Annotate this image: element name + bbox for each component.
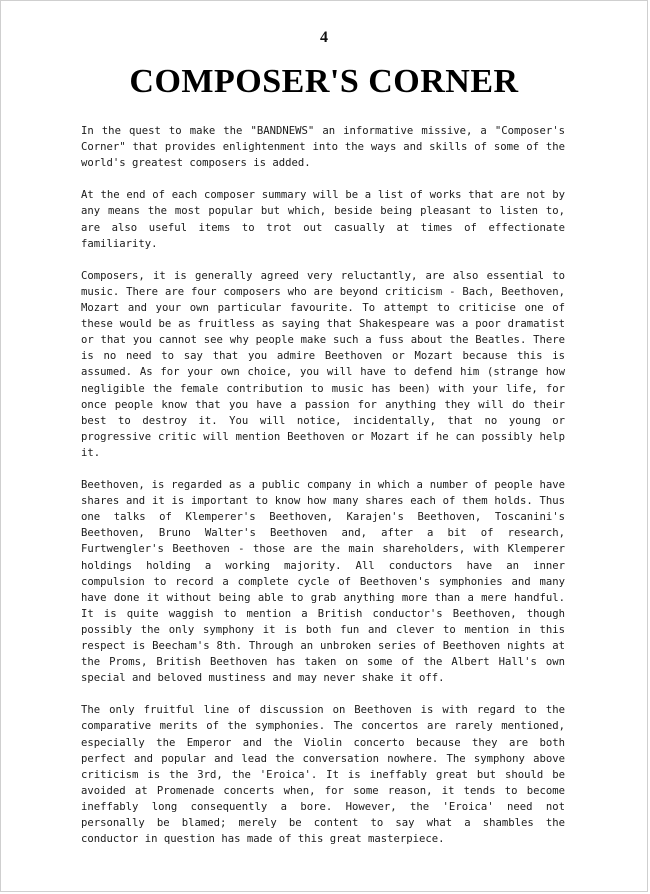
paragraph-works-list: At the end of each composer summary will be a list of works that are not by any means the most popular but which, beside being pleasant to listen to, are also useful items to trot out casually at times of effectionate familiarity. — [81, 189, 565, 250]
paragraph-beethoven-shares: Beethoven, is regarded as a public company in which a number of people have shares and it is important to know how many shares each of them holds. Thus one talks of Klemperer's Beethoven, Karajen's Beethoven, Toscanini's Beethoven, Bruno Walter's Beethoven and, after a bit of research, Furtwengler's Beethoven - those are the main shareholders, with Klemperer holdings holding a working majority. All conductors have an inner compulsion to record a complete cycle of Beethoven's symphonies and many have done it without being able to grab anything more than a mere handful. It is quite waggish to mention a British conductor's Beethoven, though possibly the only symphony it is both fun and clever to mention in this respect is Beecham's 8th. Through an unbroken series of Beethoven nights at the Proms, British Beethoven has taken on some of the Albert Hall's own special and beloved mustiness and may never shake it off. — [81, 479, 565, 685]
article-body — [81, 123, 565, 863]
page-number: 4 — [320, 29, 328, 46]
paragraph-symphonies: The only fruitful line of discussion on Beethoven is with regard to the comparative merits of the symphonies. The concertos are rarely mentioned, especially the Emperor and the Violin concerto because they are both perfect and popular and lead the conversation nowhere. The symphony above criticism is the 3rd, the 'Eroica'. It is ineffably great but should be avoided at Promenade concerts when, for some reason, it tends to become ineffably long consequently a bore. However, the 'Eroica' need not personally be blamed; merely be content to say what a shambles the conductor in question has made of this great masterpiece. — [81, 704, 565, 846]
paragraph-composers: Composers, it is generally agreed very reluctantly, are also essential to music. There are four composers who are beyond criticism - Bach, Beethoven, Mozart and your own particular favourite. To attempt to criticise one of these would be as fruitless as saying that Shakespeare was a poor dramatist or that you cannot see why people make such a fuss about the Beatles. There is no need to say that you admire Beethoven or Mozart because this is assumed. As for your own choice, you will have to defend him (strange how negligible the female contribution to music has been) with your life, for once people know that you have a passion for anything they will do their best to destroy it. You will notice, incidentally, that no young or progressive critic will mention Beethoven or Mozart if he can possibly help it. — [81, 269, 565, 459]
paragraph-intro: In the quest to make the "BANDNEWS" an informative missive, a "Composer's Corner" that provides enlightenment into the ways and skills of some of the world's greatest composers is added. — [81, 125, 565, 170]
page-title: COMPOSER'S CORNER — [129, 63, 519, 100]
